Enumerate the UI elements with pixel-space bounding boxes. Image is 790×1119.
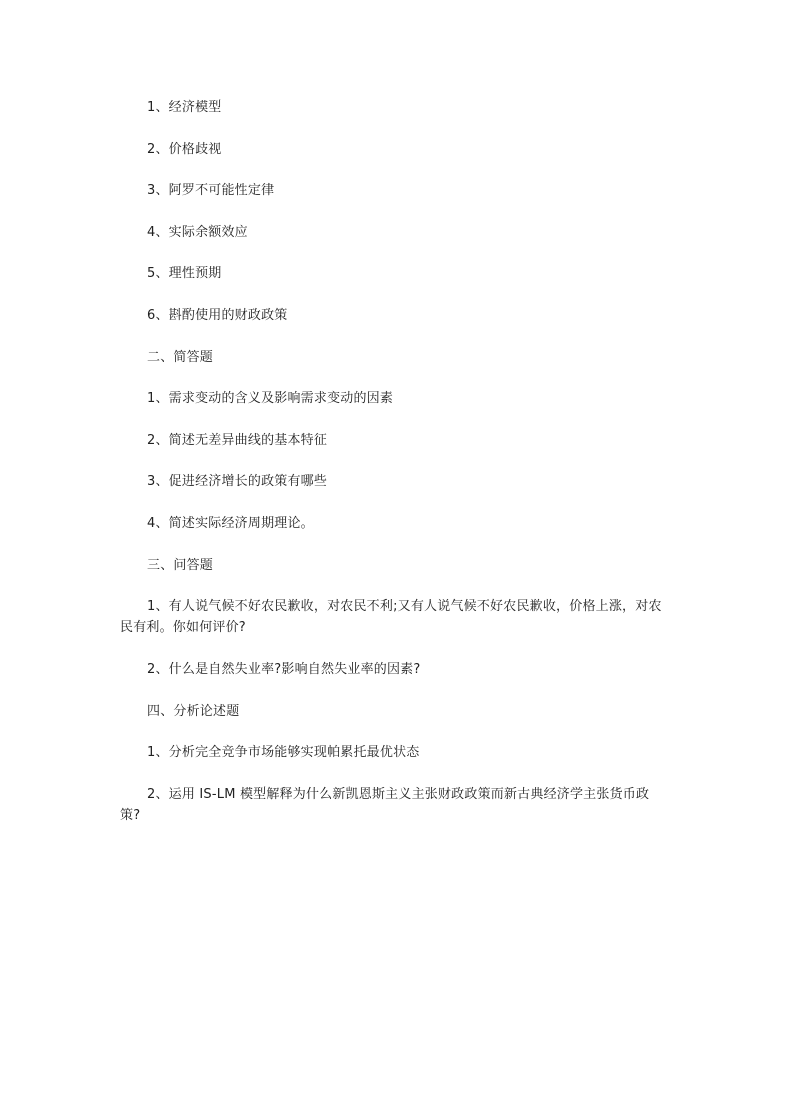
short-answer-item-1: 1、需求变动的含义及影响需求变动的因素: [147, 391, 394, 406]
term-item-5: 5、理性预期: [147, 266, 222, 281]
term-item-4: 4、实际余额效应: [147, 225, 248, 240]
question-item-2: 2、什么是自然失业率?影响自然失业率的因素?: [147, 662, 421, 677]
short-answer-item-2: 2、简述无差异曲线的基本特征: [147, 433, 328, 448]
short-answer-item-3: 3、促进经济增长的政策有哪些: [147, 474, 328, 489]
analysis-item-1: 1、分析完全竞争市场能够实现帕累托最优状态: [147, 745, 420, 760]
question-item-1: 1、有人说气候不好农民歉收，对农民不利;又有人说气候不好农民歉收，价格上涨，对农民有利。你如何评价?: [120, 599, 662, 635]
section-heading-analysis: 四、分析论述题: [147, 704, 240, 719]
term-item-1: 1、经济模型: [147, 100, 222, 115]
short-answer-item-4: 4、简述实际经济周期理论。: [147, 516, 314, 531]
section-heading-questions: 三、问答题: [147, 558, 214, 573]
analysis-item-2: 2、运用 IS-LM 模型解释为什么新凯恩斯主义主张财政政策而新古典经济学主张货币政策?: [120, 787, 650, 823]
term-item-3: 3、阿罗不可能性定律: [147, 183, 275, 198]
section-heading-short-answer: 二、简答题: [147, 350, 214, 365]
term-item-6: 6、斟酌使用的财政政策: [147, 308, 288, 323]
term-item-2: 2、价格歧视: [147, 142, 222, 157]
